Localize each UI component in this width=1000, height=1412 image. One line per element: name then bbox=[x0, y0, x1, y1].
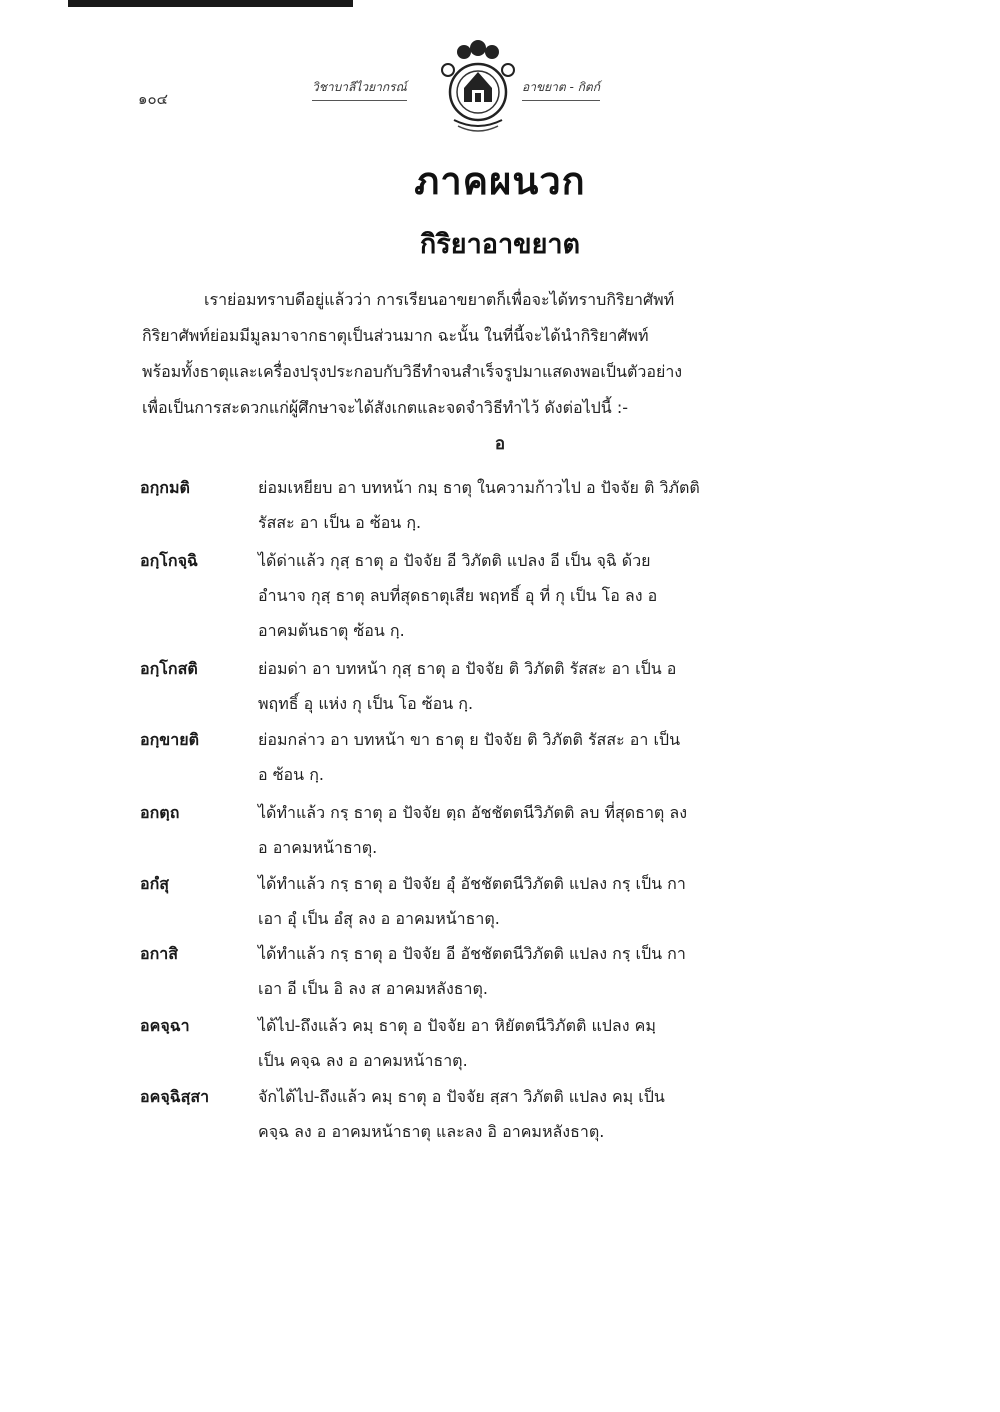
entry-term: อกตฺถ bbox=[140, 803, 180, 822]
entry-definition bbox=[258, 470, 834, 540]
definition-line: จักได้ไป-ถึงแล้ว คมฺ ธาตุ อ ปัจจัย สฺสา วิภัตติ แปลง คมฺ เป็น bbox=[258, 1087, 665, 1106]
entry-definition bbox=[258, 722, 834, 792]
entry-term: อกฺกมติ bbox=[140, 478, 190, 497]
entry-definition bbox=[258, 543, 834, 648]
entry-term: อกฺโกจฺฉิ bbox=[140, 551, 198, 570]
intro-line: เราย่อมทราบดีอยู่แล้วว่า การเรียนอาขยาตก็เพื่อจะได้ทราบกิริยาศัพท์ bbox=[204, 290, 675, 309]
entry-definition bbox=[258, 936, 834, 1006]
definition-line: ย่อมด่า อา บทหน้า กุสฺ ธาตุ อ ปัจจัย ติ วิภัตติ รัสสะ อา เป็น อ bbox=[258, 659, 677, 678]
entry-term: อคจฺฉิสฺสา bbox=[140, 1087, 210, 1106]
definition-line: ย่อมกล่าว อา บทหน้า ขา ธาตุ ย ปัจจัย ติ วิภัตติ รัสสะ อา เป็น bbox=[258, 730, 680, 749]
definition-line: รัสสะ อา เป็น อ ซ้อน กฺ. bbox=[258, 513, 422, 532]
entry-definition bbox=[258, 1079, 834, 1149]
definition-line: ย่อมเหยียบ อา บทหน้า กมฺ ธาตุ ในความก้าวไป อ ปัจจัย ติ วิภัตติ bbox=[258, 478, 700, 497]
entry-term: อกาสิ bbox=[140, 944, 179, 963]
definition-line: อาคมต้นธาตุ ซ้อน กฺ. bbox=[258, 621, 405, 640]
definition-line: ได้ด่าแล้ว กุสฺ ธาตุ อ ปัจจัย อี วิภัตติ แปลง อี เป็น จฺฉิ ด้วย bbox=[258, 551, 651, 570]
definition-line: อำนาจ กุสฺ ธาตุ ลบที่สุดธาตุเสีย พฤทธิ์ อุ ที่ กุ เป็น โอ ลง อ bbox=[258, 586, 658, 605]
buddhist-emblem-icon bbox=[434, 40, 522, 132]
definition-line: อ อาคมหน้าธาตุ. bbox=[258, 838, 378, 857]
page-subtitle: กิริยาอาขยาต bbox=[419, 229, 581, 260]
definition-line: ได้ทำแล้ว กรฺ ธาตุ อ ปัจจัย อี อัชชัตตนีวิภัตติ แปลง กรฺ เป็น กา bbox=[258, 944, 686, 963]
header-caption-right: อาขยาต - กิตก์ bbox=[522, 78, 600, 101]
page-title: ภาคผนวก bbox=[414, 159, 586, 203]
definition-line: เป็น คจฺฉ ลง อ อาคมหน้าธาตุ. bbox=[258, 1051, 468, 1070]
definition-line: เอา อุํ เป็น อํสุ ลง อ อาคมหน้าธาตุ. bbox=[258, 909, 500, 928]
entry-term: อกํสุ bbox=[140, 874, 170, 893]
intro-line: เพื่อเป็นการสะดวกแก่ผู้ศึกษาจะได้สังเกตและจดจำวิธีทำไว้ ดังต่อไปนี้ :- bbox=[142, 398, 628, 417]
top-edge-rule bbox=[68, 0, 353, 7]
entry-term: อกฺโกสติ bbox=[140, 659, 198, 678]
entry-term: อกฺขายติ bbox=[140, 730, 199, 749]
definition-line: ได้ไป-ถึงแล้ว คมฺ ธาตุ อ ปัจจัย อา หิยัตตนีวิภัตติ แปลง คมฺ bbox=[258, 1016, 656, 1035]
entry-definition bbox=[258, 866, 834, 936]
intro-line: กิริยาศัพท์ย่อมมีมูลมาจากธาตุเป็นส่วนมาก ฉะนั้น ในที่นี้จะได้นำกิริยาศัพท์ bbox=[142, 326, 649, 345]
definition-line: ได้ทำแล้ว กรฺ ธาตุ อ ปัจจัย ตฺถ อัชชัตตนีวิภัตติ ลบ ที่สุดธาตุ ลง bbox=[258, 803, 688, 822]
entry-definition bbox=[258, 651, 834, 721]
definition-line: พฤทธิ์ อุ แห่ง กุ เป็น โอ ซ้อน กฺ. bbox=[258, 694, 474, 713]
header-caption-left: วิชาบาลีไวยากรณ์ bbox=[312, 78, 407, 101]
definition-line: คจฺฉ ลง อ อาคมหน้าธาตุ และลง อิ อาคมหลังธาตุ. bbox=[258, 1122, 605, 1141]
definition-line: เอา อี เป็น อิ ลง ส อาคมหลังธาตุ. bbox=[258, 979, 488, 998]
intro-line: พร้อมทั้งธาตุและเครื่องปรุงประกอบกับวิธีทำจนสำเร็จรูปมาแสดงพอเป็นตัวอย่าง bbox=[142, 362, 683, 381]
section-letter-heading: อ bbox=[494, 434, 506, 454]
definition-line: อ ซ้อน กฺ. bbox=[258, 765, 324, 784]
definition-line: ได้ทำแล้ว กรฺ ธาตุ อ ปัจจัย อุํ อัชชัตตนีวิภัตติ แปลง กรฺ เป็น กา bbox=[258, 874, 686, 893]
entry-definition bbox=[258, 1008, 834, 1078]
page-header bbox=[0, 40, 1000, 140]
page-number: ๑๐๔ bbox=[138, 90, 169, 108]
entry-definition bbox=[258, 795, 834, 865]
intro-paragraph bbox=[142, 282, 832, 426]
entry-term: อคจฺฉา bbox=[140, 1016, 190, 1035]
